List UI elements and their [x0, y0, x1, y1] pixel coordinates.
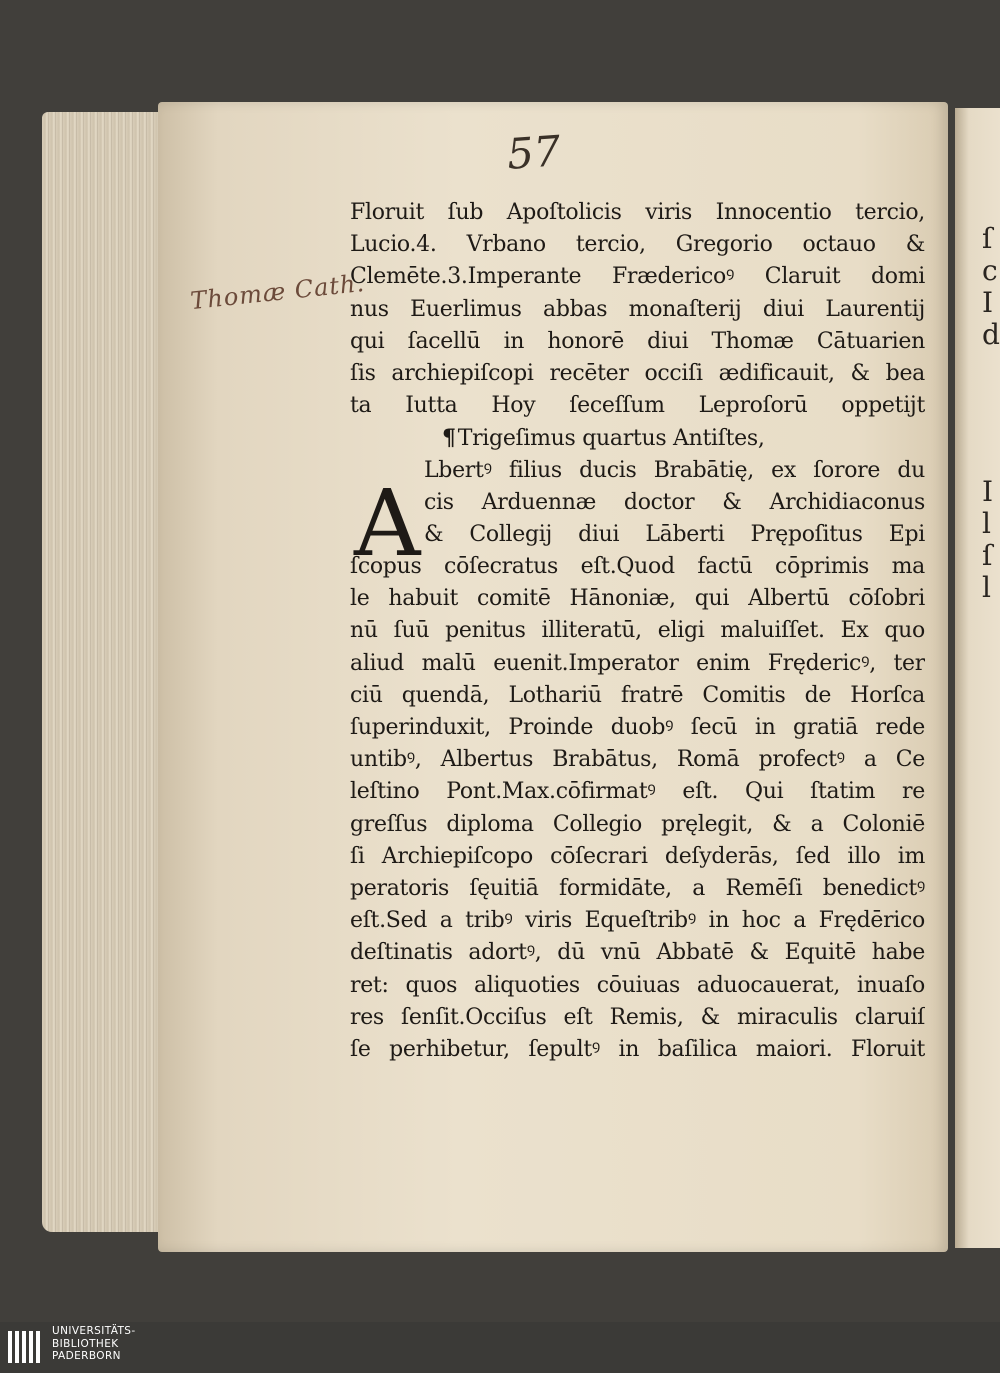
facing-page-letter: I: [982, 475, 994, 508]
facing-page-letter: ſ: [982, 539, 993, 572]
text-block: [350, 197, 925, 1066]
text-line: qui ſacellū in honorē diui Thomæ Cātuarien: [350, 328, 925, 354]
library-logo-icon: [6, 1327, 46, 1367]
text-line: ta Iutta Hoy ſeceſſum Leproſorū oppetijt: [350, 393, 925, 419]
facing-page-letter: d: [982, 318, 1000, 351]
text-line: res ſenſit.Occiſus eſt Remis, & miraculis claruiſ: [350, 1004, 925, 1030]
logo-line: BIBLIOTHEK: [52, 1337, 119, 1350]
text-line: cis Arduennæ doctor & Archidiaconus: [424, 489, 925, 515]
text-line: ciū quendā, Lothariū fratrē Comitis de Horſca: [350, 682, 925, 708]
text-line: untibꝰ, Albertus Brabātus, Romā profectꝰ a Ce: [350, 747, 925, 773]
text-line: aliud malū euenit.Imperator enim Frędericꝰ, ter: [350, 650, 925, 676]
text-line: eſt.Sed a tribꝰ viris Equeſtribꝰ in hoc a Frędērico: [350, 908, 925, 934]
text-line: nus Euerlimus abbas monaſterij diui Laurentij: [350, 296, 925, 322]
folio-number: 57: [505, 126, 563, 179]
text-line: deſtinatis adortꝰ, dū vnū Abbatē & Equitē habe: [350, 940, 925, 966]
logo-line: PADERBORN: [52, 1350, 121, 1362]
text-line: ſcopus cōſecratus eſt.Quod factū cōprimis ma: [350, 554, 925, 580]
text-line: Lucio.4. Vrbano tercio, Gregorio octauo &: [350, 232, 925, 258]
facing-page-letter: c: [982, 254, 998, 287]
text-line: Lbertꝰ filius ducis Brabātię, ex ſorore du: [424, 457, 925, 483]
text-line: ret: quos aliquoties cōuiuas aduocauerat, inuaſo: [350, 972, 925, 998]
footer-bar: [0, 1322, 1000, 1373]
text-line: Floruit ſub Apoſtolicis viris Innocentio tercio,: [350, 200, 925, 225]
text-line: greſſus diploma Collegio pręlegit, & a Coloniē: [350, 811, 925, 837]
text-line: ſis archiepiſcopi recēter occiſi ædificauit, & bea: [350, 360, 925, 386]
marginal-note: Thomæ Cath.: [189, 268, 367, 316]
logo-line: UNIVERSITÄTS-: [52, 1325, 136, 1337]
text-line: nū ſuū penitus illiteratū, eligi maluiſſet. Ex quo: [350, 618, 925, 644]
pilcrow-icon: ¶: [442, 425, 456, 452]
drop-cap: A: [354, 470, 421, 577]
facing-page-letter: l: [982, 571, 991, 604]
facing-page-letter: l: [982, 507, 991, 540]
text-line: leſtino Pont.Max.cōfirmatꝰ eſt. Qui ſtatim re: [350, 779, 925, 805]
facing-page-letter: ſ: [982, 222, 993, 255]
text-line: ſe perhibetur, ſepultꝰ in baſilica maiori. Floruit: [350, 1036, 925, 1062]
section-heading: [350, 422, 925, 454]
library-logo-text: [52, 1325, 136, 1363]
facing-page-letter: I: [982, 286, 994, 319]
text-line: le habuit comitē Hānoniæ, qui Albertū cōſobri: [350, 586, 925, 612]
text-line: ſi Archiepiſcopo cōſecrari deſyderās, ſed illo im: [350, 843, 925, 869]
page-edges-stack: [42, 112, 172, 1232]
text-line: ſuperinduxit, Proinde duobꝰ ſecū in gratiā rede: [350, 715, 925, 740]
text-line: & Collegij diui Lāberti Prępoſitus Epi: [424, 521, 925, 547]
text-line: peratoris ſęuitiā formidāte, a Remēſi benedictꝰ: [350, 875, 925, 901]
text-line: Clemēte.3.Imperante Frædericoꝰ Claruit domi: [350, 264, 925, 290]
section-heading-text: Trigeſimus quartus Antiſtes,: [457, 426, 765, 452]
